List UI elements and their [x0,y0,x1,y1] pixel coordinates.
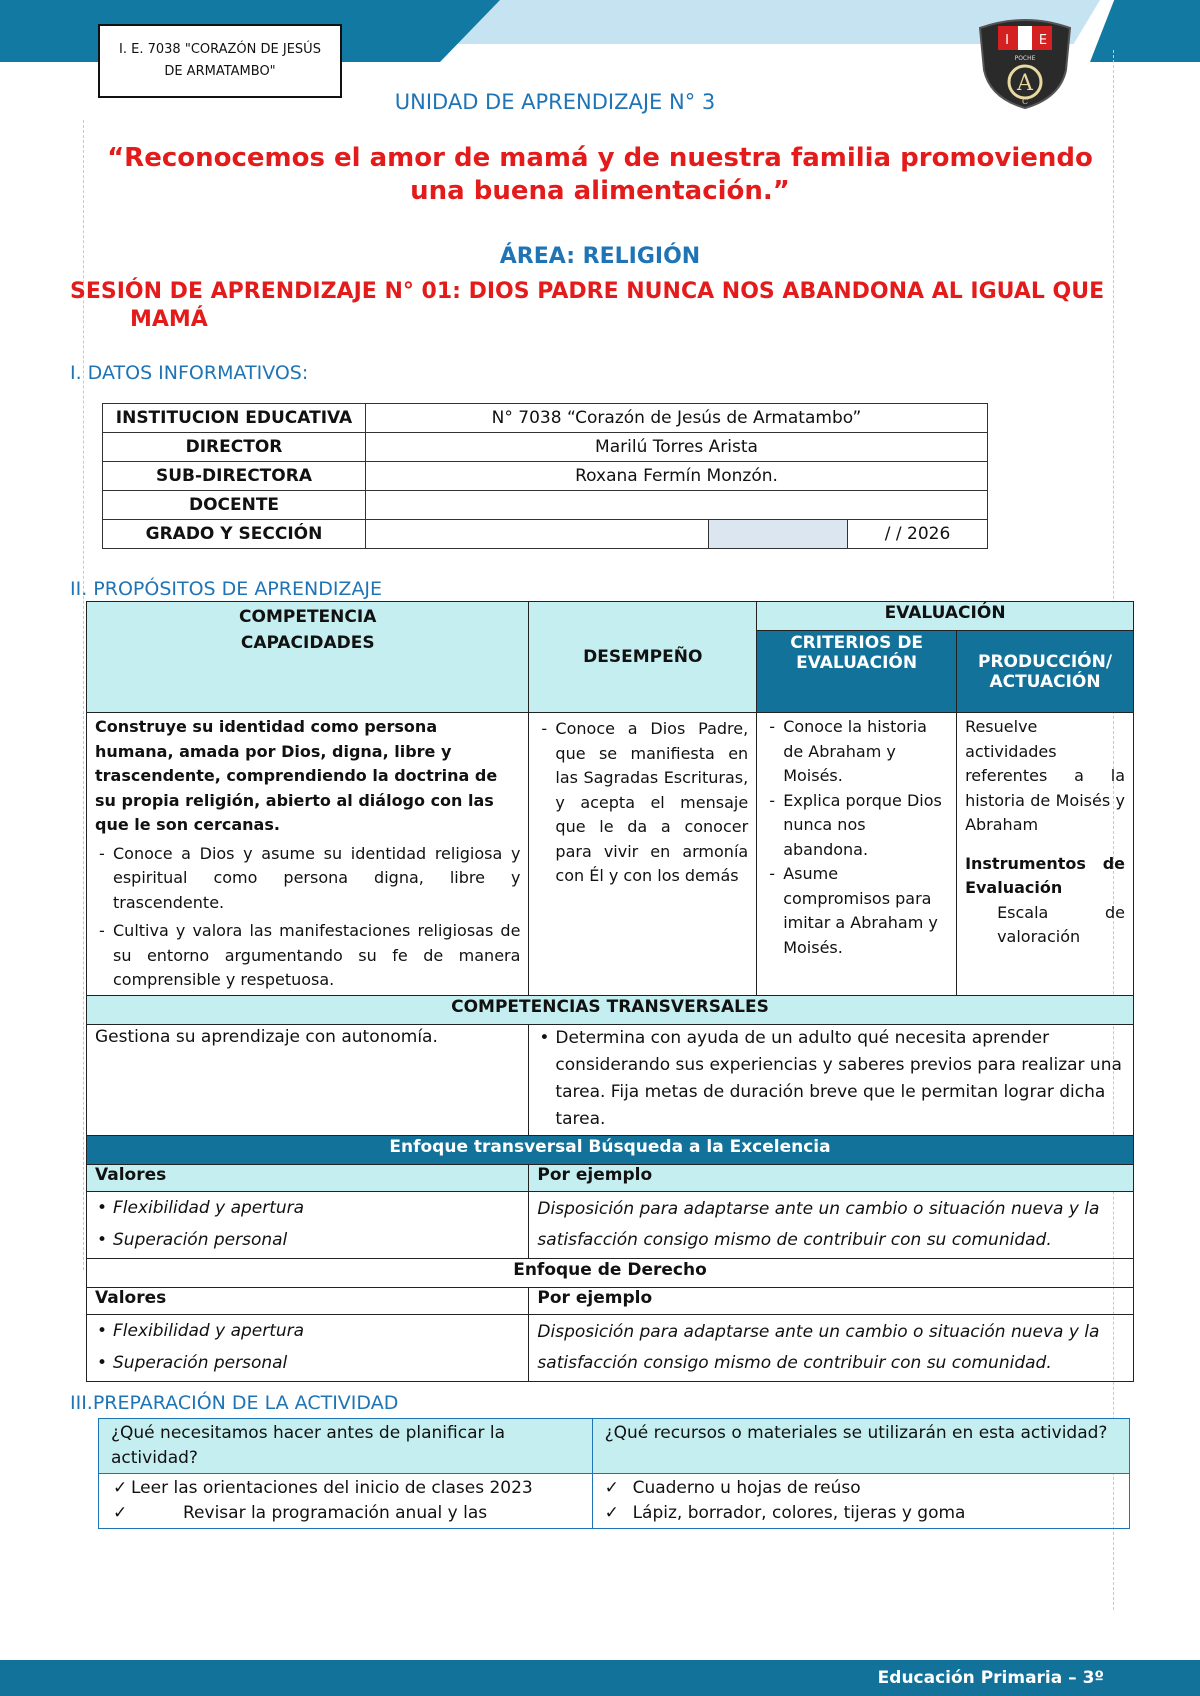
table-row [99,1419,1130,1474]
criterio-item: - Asume compromisos para imitar a Abraham y Moisés. [765,862,948,960]
desempeno-cell [529,713,757,996]
preparation-table [98,1418,1130,1529]
prep-before-text: ✓ Leer las orientaciones del inicio de clases 2023 [131,1478,533,1498]
capacidad-item: - Cultiva y valora las manifestaciones religiosas de su entorno argumentando su fe de manera comprensible y respetuosa. [95,919,520,993]
instrumentos-label: Instrumentos de Evaluación [965,853,1125,897]
instrumento-text: Escala de valoración [997,902,1125,946]
session-title: SESIÓN DE APRENDIZAJE N° 01: DIOS PADRE NUNCA NOS ABANDONA AL IGUAL QUE MAMÁ [70,279,1105,332]
prep-question: ¿Qué recursos o materiales se utilizarán en esta actividad? [592,1419,1129,1474]
prep-materials-cell [592,1474,1129,1529]
table-row [103,404,988,433]
ejemplo-header: Por ejemplo [529,1164,1134,1191]
prep-before-item [113,1501,580,1526]
valores-header: Valores [87,1164,529,1191]
transversal-desempeno: • Determina con ayuda de un adulto qué necesita aprender considerando sus experiencias y saberes previos para realizar una tarea. Fija metas de duración breve que le permitan lograr dicha tarea. [537,1025,1125,1133]
transversal-competencia: Gestiona su aprendizaje con autonomía. [87,1024,529,1135]
table-row [103,520,988,549]
section-title-preparacion: III.PREPARACIÓN DE LA ACTIVIDAD [70,1392,399,1414]
criterio-item: - Conoce la historia de Abraham y Moisés. [765,715,948,789]
produccion-text: Resuelve actividades referentes a la historia de Moisés y Abraham [965,717,1125,834]
table-row [87,1135,1134,1164]
table-row [103,433,988,462]
table-row [87,1258,1134,1287]
prep-before-cell [99,1474,593,1529]
valores-cell [87,1314,529,1381]
info-table [102,403,988,549]
table-row [87,1314,1134,1381]
area-title: ÁREA: RELIGIÓN [499,244,701,269]
valor-item: • Flexibilidad y apertura [95,1192,520,1224]
table-row [87,1164,1134,1191]
school-name: I. E. 7038 "CORAZÓN DE JESÚS DE ARMATAMBO" [119,41,321,79]
enfoque-title: Enfoque de Derecho [87,1258,1134,1287]
table-row [103,491,988,520]
info-label: DIRECTOR [103,433,366,462]
info-label: GRADO Y SECCIÓN [103,520,366,549]
header-capacidades-label: CAPACIDADES [240,633,375,653]
table-row [87,995,1134,1024]
header-competencia [87,602,529,713]
produccion-cell [957,713,1134,996]
header-desempeno: DESEMPEÑO [529,602,757,713]
valores-header: Valores [87,1287,529,1314]
prep-before-item [113,1476,580,1501]
desempeno-text: - Conoce a Dios Padre, que se manifiesta en las Sagradas Escrituras, y acepta el mensaje que le da a conocer para vivir en armonía con Él y con los demás [537,717,748,889]
ejemplo-header: Por ejemplo [529,1287,1134,1314]
footer-text: Educación Primaria – 3º [877,1668,1104,1688]
table-row [103,462,988,491]
header-produccion: PRODUCCIÓN/ ACTUACIÓN [957,631,1134,713]
grado-value[interactable] [366,520,709,549]
header-competencia-label: COMPETENCIA [239,607,377,627]
valor-item: • Flexibilidad y apertura [95,1315,520,1347]
info-label: INSTITUCION EDUCATIVA [103,404,366,433]
transversales-title: COMPETENCIAS TRANSVERSALES [87,995,1134,1024]
logo-letter-i: I [1005,33,1009,48]
unit-title: UNIDAD DE APRENDIZAJE N° 3 [394,90,716,114]
purposes-table [86,601,1134,1382]
prep-question: ¿Qué necesitamos hacer antes de planificar la actividad? [99,1419,593,1474]
valor-item: • Superación personal [95,1347,520,1379]
transversal-desempeno-cell [529,1024,1134,1135]
valor-item: • Superación personal [95,1224,520,1256]
info-value: Roxana Fermín Monzón. [366,462,988,491]
ejemplo-text: Disposición para adaptarse ante un cambio o situación nueva y la satisfacción consigo mismo de contribuir con su comunidad. [529,1314,1134,1381]
docente-value[interactable] [366,491,988,520]
seccion-value[interactable] [709,520,848,549]
table-row [87,1191,1134,1258]
main-title: “Reconocemos el amor de mamá y de nuestra familia promoviendo una buena alimentación.” [107,143,1093,206]
capacidad-item: - Conoce a Dios y asume su identidad religiosa y espiritual como persona digna, libre y trascendente. [95,842,520,916]
logo-caption: POCHE [1014,55,1036,62]
criterio-item: - Explica porque Dios nunca nos abandona. [765,789,948,863]
table-row [87,1024,1134,1135]
criterios-cell [757,713,957,996]
competencia-cell [87,713,529,996]
info-value: Marilú Torres Arista [366,433,988,462]
info-value: N° 7038 “Corazón de Jesús de Armatambo” [366,404,988,433]
enfoque-title: Enfoque transversal Búsqueda a la Excelencia [87,1135,1134,1164]
prep-material-item: ✓ Lápiz, borrador, colores, tijeras y goma [605,1501,1117,1526]
logo-letter-c: C [1021,97,1029,106]
table-row [87,713,1134,996]
info-label: SUB-DIRECTORA [103,462,366,491]
prep-before-text: ✓ Revisar la programación anual y las [183,1503,488,1523]
logo-letter-e: E [1038,33,1048,48]
table-row [99,1474,1130,1529]
valores-cell [87,1191,529,1258]
header-band-right [1090,0,1200,62]
school-name-box [98,24,342,98]
header-criterios: CRITERIOS DE EVALUACIÓN [757,631,957,713]
prep-material-item: ✓ Cuaderno u hojas de reúso [605,1476,1117,1501]
info-label: DOCENTE [103,491,366,520]
ejemplo-text: Disposición para adaptarse ante un cambio o situación nueva y la satisfacción consigo mismo de contribuir con su comunidad. [529,1191,1134,1258]
competencia-text: Construye su identidad como persona humana, amada por Dios, digna, libre y trascendente, comprendiendo la doctrina de su propia religión, abierto al diálogo con las que le son cercanas. [95,717,498,834]
header-evaluacion: EVALUACIÓN [757,602,1134,631]
section-title-propositos: II. PROPÓSITOS DE APRENDIZAJE [70,578,383,600]
table-row [87,1287,1134,1314]
table-row [87,602,1134,631]
section-title-datos: I. DATOS INFORMATIVOS: [70,362,309,384]
date-value: / / 2026 [848,520,988,549]
logo-letter-a: A [1017,71,1033,96]
